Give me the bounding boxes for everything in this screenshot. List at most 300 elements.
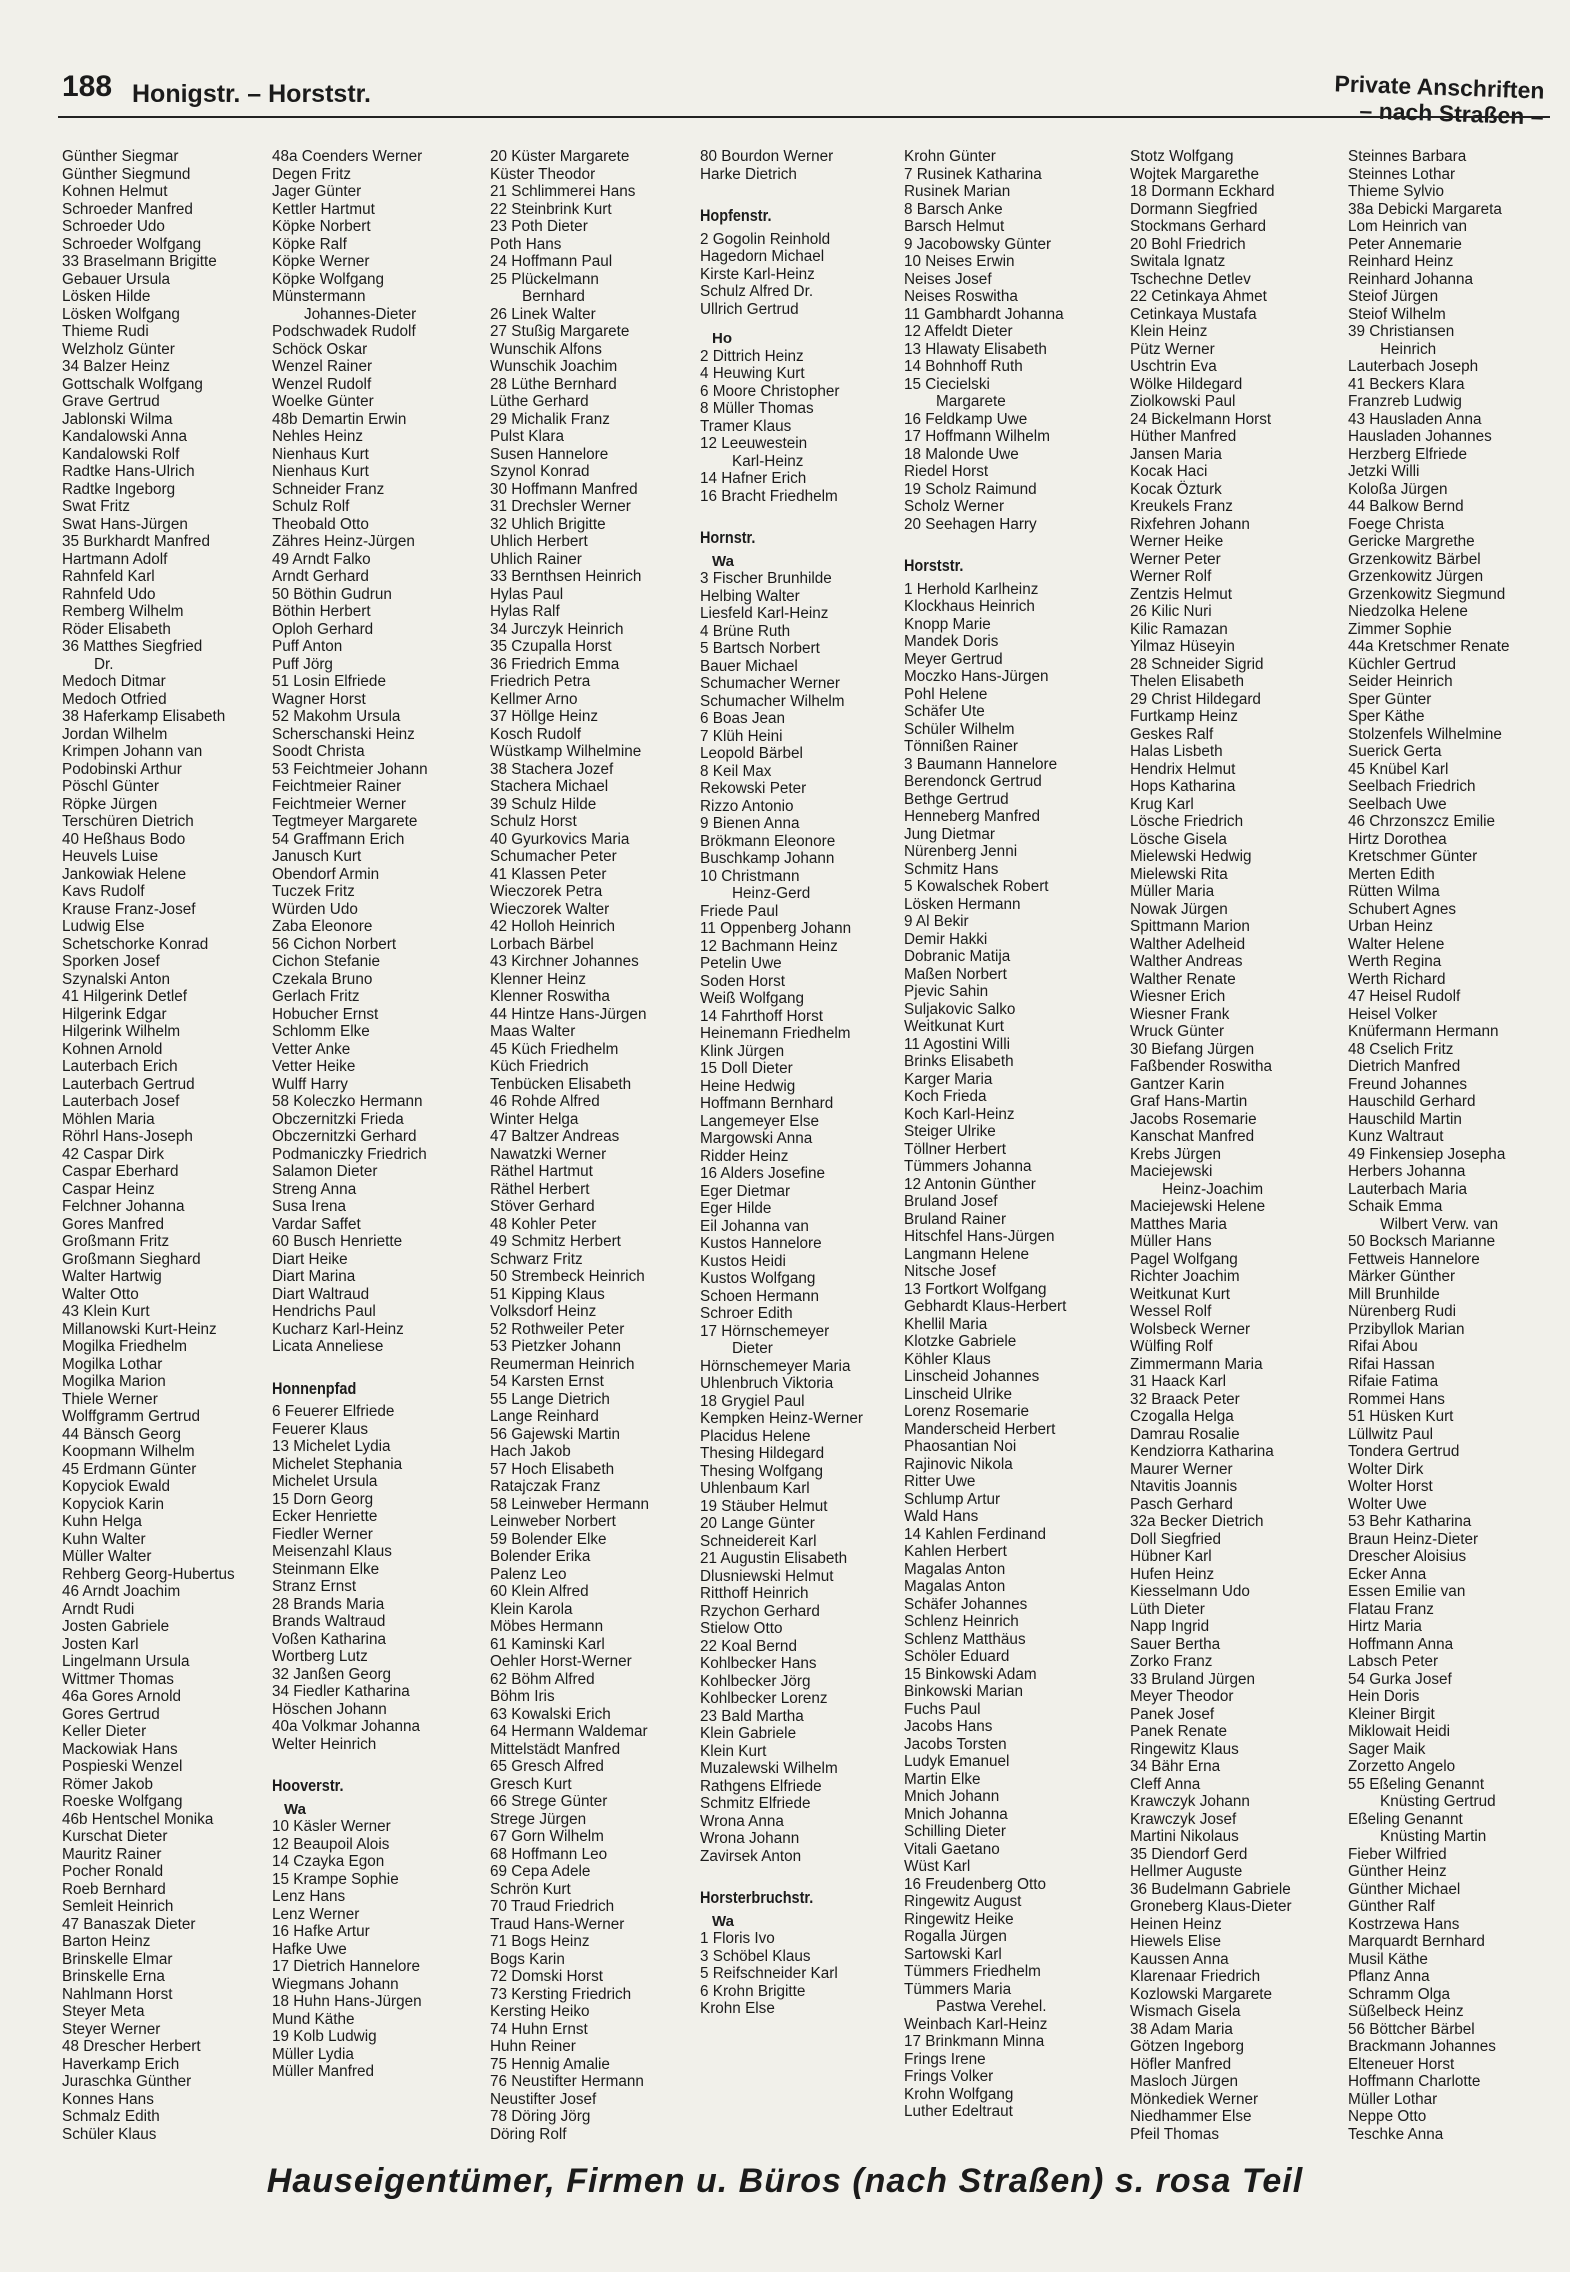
resident-entry: Wortberg Lutz xyxy=(272,1648,368,1665)
resident-entry: Swat Hans-Jürgen xyxy=(62,515,188,533)
resident-entry: Berendonck Gertrud xyxy=(904,773,1042,790)
resident-entry: Eger Dietmar xyxy=(700,1182,791,1200)
resident-entry: Wrona Anna xyxy=(700,1812,784,1830)
resident-entry: Eil Johanna van xyxy=(700,1217,809,1235)
resident-entry: Pflanz Anna xyxy=(1348,1968,1430,1985)
resident-entry: 71 Bogs Heinz xyxy=(490,1933,590,1950)
resident-entry: 22 Cetinkaya Ahmet xyxy=(1130,288,1267,305)
resident-entry: Doll Siegfried xyxy=(1130,1530,1221,1548)
resident-entry: Felchner Johanna xyxy=(62,1198,185,1215)
resident-entry: Würden Udo xyxy=(272,900,358,918)
resident-entry: Knüsting Martin xyxy=(1380,1828,1487,1845)
resident-entry: Neises Josef xyxy=(904,270,992,288)
resident-entry: Thesing Hildegard xyxy=(700,1445,825,1462)
resident-entry: Bruland Rainer xyxy=(904,1210,1007,1228)
resident-entry: 55 Lange Dietrich xyxy=(490,1390,610,1408)
resident-entry: Braun Heinz-Dieter xyxy=(1348,1530,1479,1548)
resident-entry: Konnes Hans xyxy=(62,2090,154,2108)
resident-entry: Rifaie Fatima xyxy=(1348,1373,1439,1390)
resident-entry: Leinweber Norbert xyxy=(490,1513,616,1530)
resident-entry: Thelen Elisabeth xyxy=(1130,673,1244,690)
resident-entry: 39 Christiansen xyxy=(1348,323,1455,340)
resident-entry: Heinz-Gerd xyxy=(732,885,811,902)
resident-entry: Klenner Roswitha xyxy=(490,988,610,1005)
resident-entry: Welzholz Günter xyxy=(62,340,175,358)
resident-entry: Klink Jürgen xyxy=(700,1042,785,1060)
resident-entry: Ridder Heinz xyxy=(700,1147,789,1165)
spacer xyxy=(700,318,912,330)
header-right-line1: Private Anschriften xyxy=(1334,70,1545,104)
resident-entry: Tegtmeyer Margarete xyxy=(272,813,418,830)
resident-entry: Helbing Walter xyxy=(700,587,800,605)
resident-entry: Schrön Kurt xyxy=(490,1880,571,1898)
resident-entry: Schüler Klaus xyxy=(62,2125,157,2143)
resident-entry: Switala Ignatz xyxy=(1130,253,1226,270)
resident-entry: 64 Hermann Waldemar xyxy=(490,1723,648,1740)
resident-entry: Yilmaz Hüseyin xyxy=(1130,638,1235,655)
resident-entry: Lösche Friedrich xyxy=(1130,813,1244,830)
resident-entry: Süßelbeck Heinz xyxy=(1348,2003,1464,2020)
resident-entry: Lenz Hans xyxy=(272,1888,346,1905)
resident-entry: Brökmann Eleonore xyxy=(700,832,836,850)
resident-entry: Mnich Johanna xyxy=(904,1805,1008,1823)
resident-entry: Linscheid Johannes xyxy=(904,1368,1040,1385)
resident-entry: Wiesner Frank xyxy=(1130,1005,1230,1023)
resident-entry: 14 Fahrthoff Horst xyxy=(700,1007,824,1025)
resident-entry: Moczko Hans-Jürgen xyxy=(904,668,1049,685)
resident-entry: Schroeder Wolfgang xyxy=(62,235,202,253)
resident-entry: Peter Annemarie xyxy=(1348,235,1462,253)
resident-entry: 51 Hüsken Kurt xyxy=(1348,1408,1454,1425)
resident-entry: Lingelmann Ursula xyxy=(62,1653,190,1670)
resident-entry: Steiof Jürgen xyxy=(1348,288,1439,305)
resident-entry: Podmaniczky Friedrich xyxy=(272,1145,427,1163)
resident-entry: 44a Kretschmer Renate xyxy=(1348,638,1510,655)
resident-entry: Vetter Heike xyxy=(272,1058,356,1075)
resident-entry: Wald Hans xyxy=(904,1508,979,1525)
resident-entry: 53 Feichtmeier Johann xyxy=(272,760,428,778)
resident-entry: 1 Herhold Karlheinz xyxy=(904,580,1039,598)
resident-entry: Gebhardt Klaus-Herbert xyxy=(904,1298,1067,1315)
resident-entry: Gericke Margrethe xyxy=(1348,533,1475,550)
resident-entry: Huhn Reiner xyxy=(490,2038,576,2055)
resident-entry: Fiedler Werner xyxy=(272,1525,373,1543)
resident-entry: Voßen Katharina xyxy=(272,1630,386,1648)
resident-entry: Hiewels Elise xyxy=(1130,1933,1221,1950)
resident-entry: Volksdorf Heinz xyxy=(490,1303,597,1320)
resident-entry: 12 Leeuwestein xyxy=(700,435,808,452)
resident-entry: Obczernitzki Frieda xyxy=(272,1110,404,1128)
resident-entry: Hach Jakob xyxy=(490,1443,571,1460)
resident-entry: Pastwa Verehel. xyxy=(936,1998,1047,2015)
resident-entry: Köhler Klaus xyxy=(904,1350,991,1368)
resident-entry: Heinen Heinz xyxy=(1130,1915,1222,1933)
resident-entry: Wolter Dirk xyxy=(1348,1460,1424,1478)
resident-entry: Drescher Aloisius xyxy=(1348,1548,1467,1565)
resident-entry: Schmalz Edith xyxy=(62,2108,160,2125)
resident-entry: 60 Klein Alfred xyxy=(490,1583,589,1600)
resident-entry: 9 Al Bekir xyxy=(904,913,969,930)
resident-entry: Weinbach Karl-Heinz xyxy=(904,2015,1048,2033)
resident-entry: Kohlbecker Hans xyxy=(700,1655,817,1672)
resident-entry: 16 Alders Josefine xyxy=(700,1165,826,1182)
listing-column-3 xyxy=(490,148,702,2143)
resident-entry: 9 Jacobowsky Günter xyxy=(904,235,1052,253)
resident-entry: 17 Brinkmann Minna xyxy=(904,2033,1045,2050)
resident-entry: Harke Dietrich xyxy=(700,165,797,183)
resident-entry: 43 Hausladen Anna xyxy=(1348,410,1482,428)
resident-entry: 6 Feuerer Elfriede xyxy=(272,1403,395,1420)
resident-entry: 38a Debicki Margareta xyxy=(1348,200,1502,218)
resident-entry: Medoch Ditmar xyxy=(62,673,166,690)
resident-entry: Krimpen Johann van xyxy=(62,743,203,760)
resident-entry: Stranz Ernst xyxy=(272,1578,357,1595)
resident-entry: Halas Lisbeth xyxy=(1130,743,1223,760)
resident-entry: Schlenz Heinrich xyxy=(904,1613,1019,1630)
resident-entry: Wolffgramm Gertrud xyxy=(62,1408,200,1425)
resident-entry: Roeske Wolfgang xyxy=(62,1793,183,1810)
resident-entry: 54 Gurka Josef xyxy=(1348,1670,1452,1688)
resident-entry: 80 Bourdon Werner xyxy=(700,148,834,165)
resident-entry: 40a Volkmar Johanna xyxy=(272,1718,420,1735)
resident-entry: Vetter Anke xyxy=(272,1040,351,1058)
resident-entry: Martini Nikolaus xyxy=(1130,1828,1239,1845)
resident-entry: 19 Stäuber Helmut xyxy=(700,1497,828,1515)
resident-entry: Pjevic Sahin xyxy=(904,983,989,1000)
resident-entry: 36 Budelmann Gabriele xyxy=(1130,1880,1291,1898)
listing-column-2 xyxy=(272,148,484,2081)
resident-entry: Lösche Gisela xyxy=(1130,830,1227,848)
resident-entry: Magalas Anton xyxy=(904,1560,1006,1578)
resident-entry: Jung Dietmar xyxy=(904,825,995,843)
resident-entry: Günther Siegmar xyxy=(62,148,179,165)
resident-entry: Gantzer Karin xyxy=(1130,1075,1225,1093)
resident-entry: 43 Klein Kurt xyxy=(62,1303,150,1320)
resident-entry: 26 Linek Walter xyxy=(490,305,596,323)
resident-entry: Johannes-Dieter xyxy=(304,305,417,323)
resident-entry: Hylas Ralf xyxy=(490,603,560,620)
resident-entry: Röder Elisabeth xyxy=(62,620,171,638)
resident-entry: 78 Döring Jörg xyxy=(490,2108,591,2125)
resident-entry: 36 Matthes Siegfried xyxy=(62,638,203,655)
resident-entry: Rahnfeld Udo xyxy=(62,585,156,603)
resident-entry: Grzenkowitz Jürgen xyxy=(1348,568,1484,585)
resident-entry: Zimmermann Maria xyxy=(1130,1355,1263,1373)
resident-entry: Gerlach Fritz xyxy=(272,988,360,1005)
resident-entry: Jankowiak Helene xyxy=(62,865,187,883)
resident-entry: 12 Bachmann Heinz xyxy=(700,937,838,955)
resident-entry: 66 Strege Günter xyxy=(490,1793,608,1810)
resident-entry: Knüfermann Hermann xyxy=(1348,1023,1499,1040)
resident-entry: 48 Drescher Herbert xyxy=(62,2038,201,2055)
resident-entry: Ritter Uwe xyxy=(904,1473,976,1490)
resident-entry: 42 Caspar Dirk xyxy=(62,1145,165,1163)
resident-entry: Licata Anneliese xyxy=(272,1338,384,1355)
resident-entry: Teschke Anna xyxy=(1348,2125,1444,2143)
resident-entry: Wagner Horst xyxy=(272,690,366,708)
resident-entry: 18 Malonde Uwe xyxy=(904,445,1019,463)
resident-entry: Kempken Heinz-Werner xyxy=(700,1410,863,1427)
spacer xyxy=(272,1753,484,1765)
resident-entry: Thieme Rudi xyxy=(62,323,149,340)
resident-entry: 11 Agostini Willi xyxy=(904,1035,1010,1053)
resident-entry: 45 Küch Friedhelm xyxy=(490,1040,619,1058)
resident-entry: 32 Uhlich Brigitte xyxy=(490,515,606,533)
resident-entry: Böhm Iris xyxy=(490,1688,555,1705)
resident-entry: Nowak Jürgen xyxy=(1130,900,1228,918)
resident-entry: Martin Elke xyxy=(904,1770,981,1788)
resident-entry: Bernhard xyxy=(522,288,585,305)
resident-entry: 20 Küster Margarete xyxy=(490,148,630,165)
resident-entry: Henneberg Manfred xyxy=(904,808,1041,825)
spacer xyxy=(272,1356,484,1368)
resident-entry: Räthel Hartmut xyxy=(490,1163,593,1180)
resident-entry: Kopyciok Karin xyxy=(62,1495,165,1513)
resident-entry: Walter Helene xyxy=(1348,935,1445,953)
resident-entry: Lüth Dieter xyxy=(1130,1600,1205,1618)
resident-entry: Urban Heinz xyxy=(1348,918,1434,935)
resident-entry: Tenbücken Elisabeth xyxy=(490,1075,632,1093)
resident-entry: Vitali Gaetano xyxy=(904,1840,1000,1858)
resident-entry: Tönnißen Rainer xyxy=(904,738,1018,755)
resident-entry: 39 Schulz Hilde xyxy=(490,795,597,813)
resident-entry: Manderscheid Herbert xyxy=(904,1420,1056,1438)
resident-entry: Kosch Rudolf xyxy=(490,725,581,743)
resident-entry: 22 Steinbrink Kurt xyxy=(490,200,612,218)
resident-entry: Juraschka Günther xyxy=(62,2073,192,2090)
resident-entry: 41 Klassen Peter xyxy=(490,865,607,883)
resident-entry: Radtke Hans-Ulrich xyxy=(62,463,195,480)
resident-entry: 69 Cepa Adele xyxy=(490,1863,591,1880)
resident-entry: Zentzis Helmut xyxy=(1130,585,1233,603)
resident-entry: 54 Graffmann Erich xyxy=(272,830,405,848)
resident-entry: Koopmann Wilhelm xyxy=(62,1443,195,1460)
resident-entry: Koch Frieda xyxy=(904,1088,987,1105)
resident-entry: Bolender Erika xyxy=(490,1548,591,1565)
spacer xyxy=(700,1865,912,1877)
resident-entry: Masloch Jürgen xyxy=(1130,2073,1238,2090)
resident-entry: Schlenz Matthäus xyxy=(904,1630,1026,1648)
listing-column-7 xyxy=(1348,148,1558,2143)
resident-entry: Kuhn Helga xyxy=(62,1513,142,1530)
spacer xyxy=(904,533,1116,545)
resident-entry: 38 Adam Maria xyxy=(1130,2020,1233,2038)
resident-entry: 65 Gresch Alfred xyxy=(490,1758,604,1775)
resident-entry: 33 Braselmann Brigitte xyxy=(62,253,217,270)
resident-entry: Klein Gabriele xyxy=(700,1725,797,1742)
resident-entry: Grzenkowitz Siegmund xyxy=(1348,585,1506,603)
resident-entry: 26 Kilic Nuri xyxy=(1130,603,1212,620)
resident-entry: Michelet Ursula xyxy=(272,1473,378,1490)
resident-entry: Rzychon Gerhard xyxy=(700,1602,820,1620)
resident-entry: Napp Ingrid xyxy=(1130,1618,1210,1635)
resident-entry: 30 Hoffmann Manfred xyxy=(490,480,638,498)
resident-entry: Brinks Elisabeth xyxy=(904,1053,1014,1070)
resident-entry: 4 Heuwing Kurt xyxy=(700,365,805,382)
resident-entry: Götzen Ingeborg xyxy=(1130,2038,1244,2055)
resident-entry: Kurschat Dieter xyxy=(62,1828,168,1845)
resident-entry: Margowski Anna xyxy=(700,1130,813,1147)
resident-entry: Josten Gabriele xyxy=(62,1618,170,1635)
resident-entry: Nahlmann Horst xyxy=(62,1985,173,2003)
resident-entry: Köpke Werner xyxy=(272,253,370,270)
resident-entry: Theobald Otto xyxy=(272,515,369,533)
resident-entry: Steiof Wilhelm xyxy=(1348,305,1446,323)
resident-entry: Kohnen Arnold xyxy=(62,1040,163,1058)
resident-entry: Heuvels Luise xyxy=(62,848,159,865)
resident-entry: Ritthoff Heinrich xyxy=(700,1585,809,1602)
listing-column-1 xyxy=(62,148,274,2143)
resident-entry: Hendrix Helmut xyxy=(1130,760,1236,778)
resident-entry: 67 Gorn Wilhelm xyxy=(490,1828,604,1845)
resident-entry: Werner Heike xyxy=(1130,533,1224,550)
resident-entry: 16 Hafke Artur xyxy=(272,1923,370,1940)
resident-entry: Günther Siegmund xyxy=(62,165,191,183)
resident-entry: Faßbender Roswitha xyxy=(1130,1058,1272,1075)
resident-entry: Krause Franz-Josef xyxy=(62,900,196,918)
resident-entry: Müller Lothar xyxy=(1348,2090,1438,2108)
resident-entry: Soden Horst xyxy=(700,972,786,990)
resident-entry: 32a Becker Dietrich xyxy=(1130,1513,1264,1530)
resident-entry: Schulz Horst xyxy=(490,813,577,830)
resident-entry: Tuczek Fritz xyxy=(272,883,355,900)
resident-entry: Kilic Ramazan xyxy=(1130,620,1228,638)
resident-entry: Maurer Werner xyxy=(1130,1460,1233,1478)
resident-entry: 51 Losin Elfriede xyxy=(272,673,386,690)
resident-entry: 24 Hoffmann Paul xyxy=(490,253,613,270)
resident-entry: Wismach Gisela xyxy=(1130,2003,1241,2020)
resident-entry: Rehberg Georg-Hubertus xyxy=(62,1565,235,1583)
resident-entry: Langmann Helene xyxy=(904,1245,1030,1263)
resident-entry: 11 Oppenberg Johann xyxy=(700,920,852,937)
resident-entry: Ecker Henriette xyxy=(272,1508,378,1525)
district-marker: Ho xyxy=(712,330,732,347)
resident-entry: Hirtz Maria xyxy=(1348,1618,1422,1635)
resident-entry: Schilling Dieter xyxy=(904,1823,1007,1840)
resident-entry: 46b Hentschel Monika xyxy=(62,1810,214,1828)
resident-entry: Kocak Haci xyxy=(1130,463,1208,480)
resident-entry: Sartowski Karl xyxy=(904,1945,1002,1963)
resident-entry: Wulff Harry xyxy=(272,1075,348,1093)
resident-entry: Fuchs Paul xyxy=(904,1700,981,1718)
resident-entry: Suljakovic Salko xyxy=(904,1000,1016,1018)
resident-entry: 12 Affeldt Dieter xyxy=(904,323,1013,340)
header-right-line2: – nach Straßen – xyxy=(1359,97,1544,130)
resident-entry: Weitkunat Kurt xyxy=(904,1018,1005,1035)
resident-entry: Meyer Theodor xyxy=(1130,1688,1234,1705)
resident-entry: Rifai Hassan xyxy=(1348,1355,1435,1373)
resident-entry: Gebauer Ursula xyxy=(62,270,170,288)
resident-entry: Krebs Jürgen xyxy=(1130,1145,1221,1163)
resident-entry: Uhlenbruch Viktoria xyxy=(700,1375,834,1392)
resident-entry: Kopyciok Ewald xyxy=(62,1478,170,1495)
resident-entry: Millanowski Kurt-Heinz xyxy=(62,1320,217,1338)
resident-entry: Klarenaar Friedrich xyxy=(1130,1968,1261,1985)
resident-entry: Schmitz Hans xyxy=(904,860,999,878)
resident-entry: Swat Fritz xyxy=(62,498,130,515)
resident-entry: Schaik Emma xyxy=(1348,1198,1443,1215)
resident-entry: Höfler Manfred xyxy=(1130,2055,1232,2073)
resident-entry: Obendorf Armin xyxy=(272,865,380,883)
resident-entry: 47 Baltzer Andreas xyxy=(490,1128,620,1145)
resident-entry: Puff Anton xyxy=(272,638,343,655)
resident-entry: 34 Fiedler Katharina xyxy=(272,1683,410,1700)
resident-entry: Walter Hartwig xyxy=(62,1268,162,1285)
resident-entry: Küchler Gertrud xyxy=(1348,655,1456,673)
resident-entry: Lösken Wolfgang xyxy=(62,305,180,323)
resident-entry: 15 Doll Dieter xyxy=(700,1060,793,1077)
resident-entry: Geskes Ralf xyxy=(1130,725,1214,743)
resident-entry: Cichon Stefanie xyxy=(272,953,380,970)
resident-entry: Kavs Rudolf xyxy=(62,883,145,900)
resident-entry: Lösken Hermann xyxy=(904,895,1021,913)
resident-entry: 10 Neises Erwin xyxy=(904,253,1015,270)
resident-entry: Oploh Gerhard xyxy=(272,620,374,638)
resident-entry: Höschen Johann xyxy=(272,1700,387,1718)
resident-entry: Kirste Karl-Heinz xyxy=(700,265,815,283)
resident-entry: Feichtmeier Werner xyxy=(272,795,407,813)
resident-entry: Rahnfeld Karl xyxy=(62,568,155,585)
resident-entry: 6 Boas Jean xyxy=(700,710,786,727)
resident-entry: Panek Renate xyxy=(1130,1723,1227,1740)
resident-entry: Mnich Johann xyxy=(904,1788,1000,1805)
resident-entry: Eßeling Genannt xyxy=(1348,1810,1463,1828)
resident-entry: Meisenzahl Klaus xyxy=(272,1543,392,1560)
resident-entry: Stöver Gerhard xyxy=(490,1198,595,1215)
resident-entry: 21 Augustin Elisabeth xyxy=(700,1550,848,1567)
resident-entry: Kohlbecker Jörg xyxy=(700,1672,811,1690)
resident-entry: 32 Braack Peter xyxy=(1130,1390,1240,1408)
resident-entry: Neustifter Josef xyxy=(490,2090,597,2108)
resident-entry: Medoch Otfried xyxy=(62,690,167,708)
resident-entry: Nürenberg Jenni xyxy=(904,843,1018,860)
resident-entry: Hörnschemeyer Maria xyxy=(700,1357,851,1375)
resident-entry: Lösken Hilde xyxy=(62,288,151,305)
resident-entry: 6 Moore Christopher xyxy=(700,382,840,400)
resident-entry: 13 Fortkort Wolfgang xyxy=(904,1280,1047,1298)
resident-entry: Binkowski Marian xyxy=(904,1683,1024,1700)
resident-entry: Stolzenfels Wilhelmine xyxy=(1348,725,1502,743)
resident-entry: Tümmers Maria xyxy=(904,1980,1012,1998)
resident-entry: Hafke Uwe xyxy=(272,1940,347,1958)
resident-entry: 68 Hoffmann Leo xyxy=(490,1845,608,1863)
resident-entry: Walther Renate xyxy=(1130,970,1236,988)
resident-entry: Ringewitz Heike xyxy=(904,1910,1014,1928)
resident-entry: Sper Günter xyxy=(1348,690,1432,708)
resident-entry: Bauer Michael xyxy=(700,657,798,675)
resident-entry: Friede Paul xyxy=(700,902,779,920)
resident-entry: Dietrich Manfred xyxy=(1348,1058,1461,1075)
resident-entry: Przibyllok Marian xyxy=(1348,1320,1465,1338)
resident-entry: Heisel Volker xyxy=(1348,1005,1438,1023)
resident-entry: Zorko Franz xyxy=(1130,1653,1213,1670)
resident-entry: Kocak Özturk xyxy=(1130,480,1222,498)
resident-entry: Rusinek Marian xyxy=(904,183,1011,200)
resident-entry: 15 Binkowski Adam xyxy=(904,1665,1037,1683)
resident-entry: 56 Böttcher Bärbel xyxy=(1348,2020,1475,2038)
resident-entry: 29 Christ Hildegard xyxy=(1130,690,1261,708)
resident-entry: Mielewski Rita xyxy=(1130,865,1228,883)
resident-entry: Wüst Karl xyxy=(904,1858,971,1875)
resident-entry: Reinhard Johanna xyxy=(1348,270,1474,288)
resident-entry: Zorzetto Angelo xyxy=(1348,1758,1456,1775)
resident-entry: 1 Floris Ivo xyxy=(700,1930,775,1947)
resident-entry: Tondera Gertrud xyxy=(1348,1443,1460,1460)
resident-entry: Diart Marina xyxy=(272,1268,356,1285)
resident-entry: 59 Bolender Elke xyxy=(490,1530,607,1548)
resident-entry: 48 Cselich Fritz xyxy=(1348,1040,1454,1058)
resident-entry: Scherschanski Heinz xyxy=(272,725,415,743)
